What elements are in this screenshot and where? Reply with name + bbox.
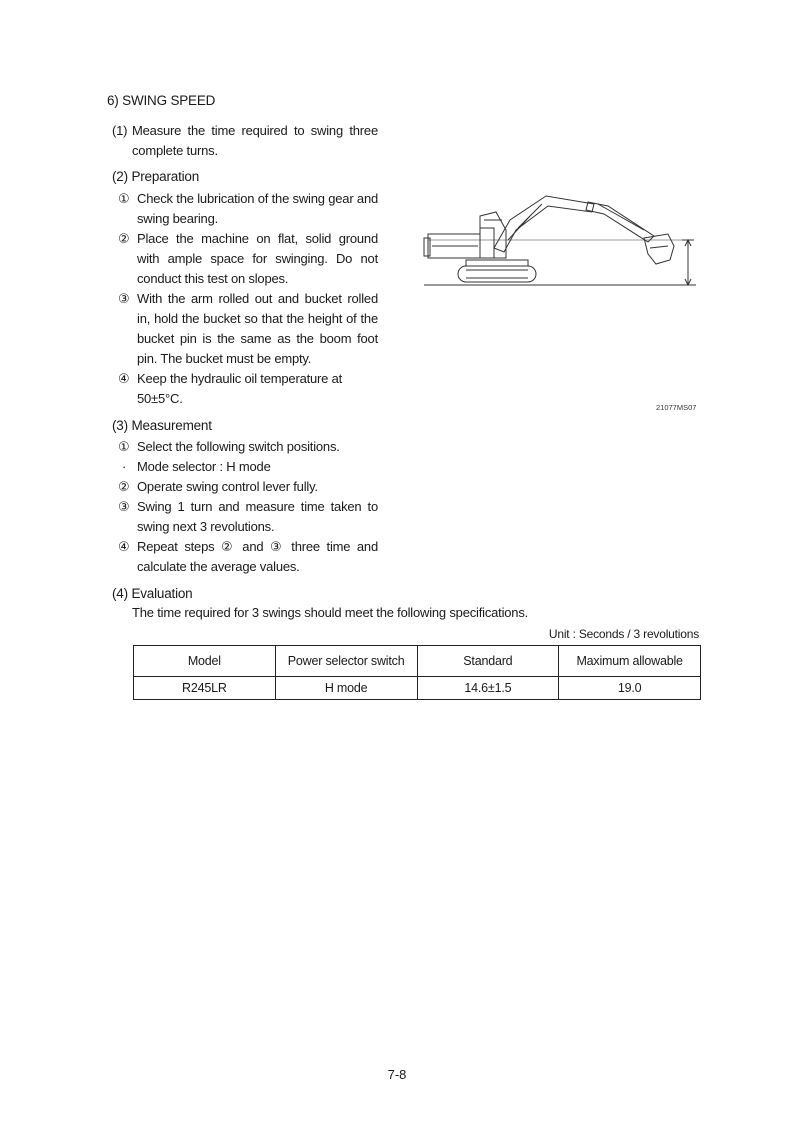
preparation-item: [118, 289, 378, 369]
table-header-row: [134, 646, 701, 677]
preparation-heading: (2) Preparation: [112, 169, 200, 184]
table-header-cell: Standard: [417, 646, 559, 677]
item-text: Select the following switch positions.: [137, 439, 340, 454]
preparation-item: [118, 189, 378, 229]
measurement-item: [118, 477, 378, 497]
preparation-item: [118, 229, 378, 289]
excavator-diagram-icon: [418, 190, 700, 300]
unit-label: Unit : Seconds / 3 revolutions: [548, 627, 699, 641]
page-number: 7-8: [387, 1067, 407, 1082]
table-cell: 19.0: [559, 677, 701, 700]
figure-code: 21077MS07: [656, 403, 697, 412]
measurement-item: [118, 537, 378, 577]
item-marker: ②: [118, 231, 130, 246]
item-marker: ④: [118, 371, 130, 386]
step-1-marker: (1): [112, 123, 128, 138]
item-text: Repeat steps ② and ③ three time and calculate the average values.: [137, 539, 378, 574]
item-marker: ③: [118, 291, 130, 306]
table-cell: 14.6±1.5: [417, 677, 559, 700]
item-text: Mode selector : H mode: [137, 459, 271, 474]
evaluation-text: The time required for 3 swings should meet the following specifications.: [132, 605, 529, 620]
spec-table: [133, 645, 701, 700]
measurement-heading: (3) Measurement: [112, 418, 212, 433]
table-cell: H mode: [275, 677, 417, 700]
table-row: [134, 677, 701, 700]
step-1-text: Measure the time required to swing three complete turns.: [132, 123, 378, 158]
evaluation-heading: (4) Evaluation: [112, 586, 193, 601]
item-text: Swing 1 turn and measure time taken to swing next 3 revolutions.: [137, 499, 378, 534]
item-marker: ④: [118, 539, 130, 554]
item-marker: ①: [118, 191, 130, 206]
item-text: Keep the hydraulic oil temperature at 50±5°C.: [137, 371, 343, 406]
measurement-item: [118, 497, 378, 537]
item-text: Operate swing control lever fully.: [137, 479, 318, 494]
item-text: Place the machine on flat, solid ground with ample space for swinging. Do not conduct this test on slopes.: [137, 231, 378, 286]
item-text: With the arm rolled out and bucket rolled in, hold the bucket so that the height of the bucket pin is the same as the boom foot pin. The bucket must be empty.: [137, 291, 378, 366]
item-marker: ③: [118, 499, 130, 514]
section-title: 6) SWING SPEED: [107, 93, 216, 108]
step-1: [112, 121, 378, 161]
preparation-item: [118, 369, 358, 409]
item-marker: ①: [118, 439, 130, 454]
measurement-item: [118, 437, 378, 457]
table-cell: R245LR: [134, 677, 276, 700]
table-header-cell: Model: [134, 646, 276, 677]
measurement-item: [118, 457, 378, 477]
item-text: Check the lubrication of the swing gear and swing bearing.: [137, 191, 378, 226]
table-header-cell: Power selector switch: [275, 646, 417, 677]
table-header-cell: Maximum allowable: [559, 646, 701, 677]
item-marker: ·: [122, 459, 127, 474]
item-marker: ②: [118, 479, 130, 494]
